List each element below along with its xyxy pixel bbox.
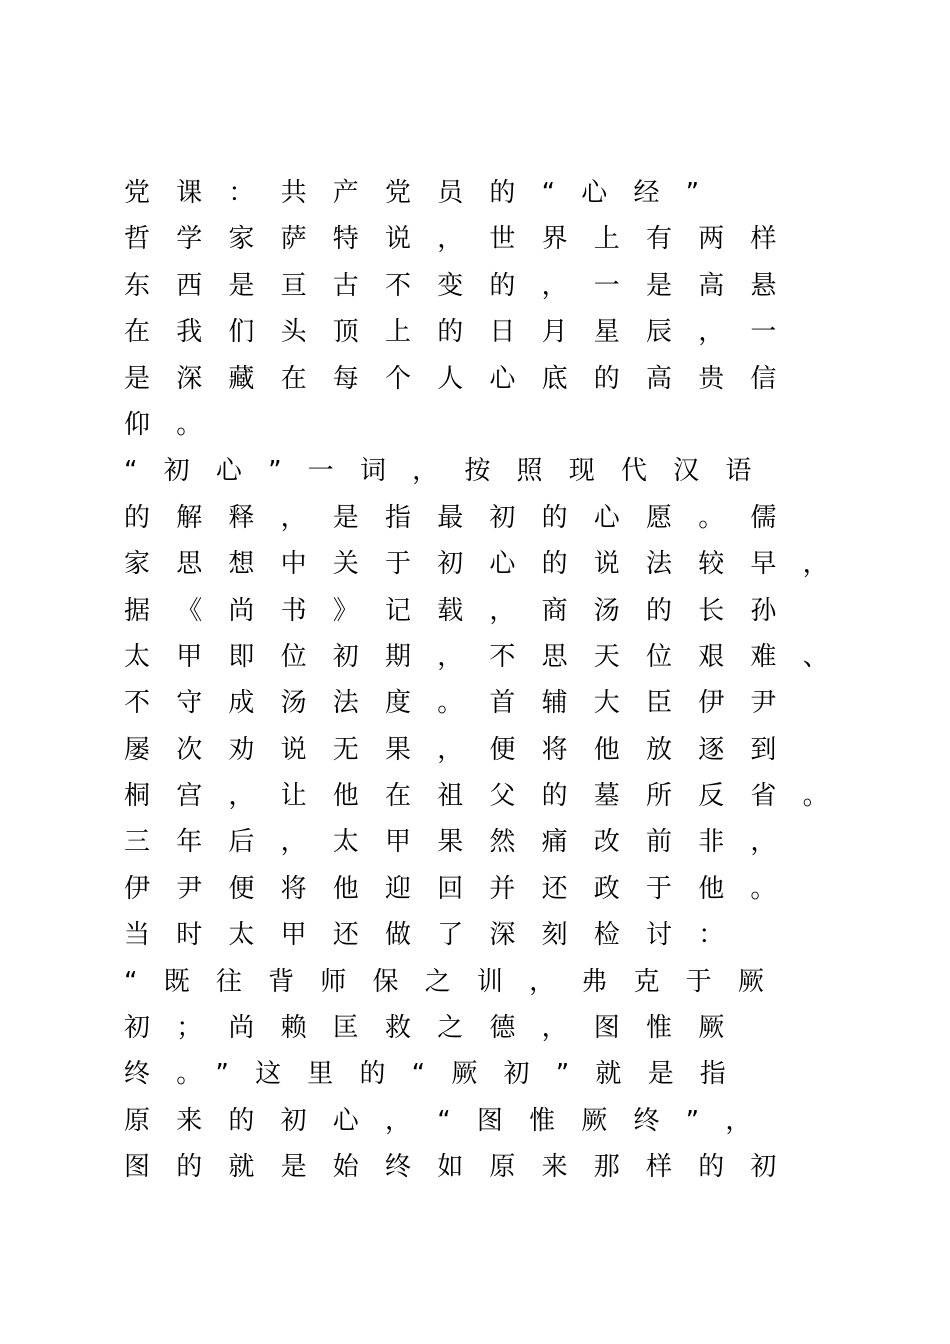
text-line: 仰。: [124, 409, 229, 440]
text-line: 的解释，是指最初的心愿。儒: [124, 502, 803, 533]
text-line: 在我们头顶上的日月星辰，一: [124, 317, 803, 348]
text-line: 哲学家萨特说，世界上有两样: [124, 224, 803, 255]
text-line: 是深藏在每个人心底的高贵信: [124, 363, 803, 394]
text-line: 当时太甲还做了深刻检讨：: [124, 920, 751, 951]
text-line: “初心”一词，按照现代汉语: [124, 456, 778, 487]
text-line: “既往背师保之训，弗克于厥: [124, 966, 791, 997]
text-line: 图的就是始终如原来那样的初: [124, 1152, 803, 1183]
text-line: 不守成汤法度。首辅大臣伊尹: [124, 688, 803, 719]
text-line: 据《尚书》记载，商汤的长孙: [124, 595, 803, 626]
text-line: 家思想中关于初心的说法较早，: [124, 549, 855, 580]
document-body: [124, 170, 855, 1191]
document-title: 党课：共产党员的“心经”: [124, 178, 726, 208]
text-line: 终。”这里的“厥初”就是指: [124, 1059, 753, 1090]
text-line: 伊尹便将他迎回并还政于他。: [124, 873, 803, 904]
text-line: 屡次劝说无果，便将他放逐到: [124, 734, 803, 765]
text-line: 原来的初心，“图惟厥终”，: [124, 1105, 778, 1136]
text-line: 三年后，太甲果然痛改前非，: [124, 827, 803, 858]
text-line: 东西是亘古不变的，一是高悬: [124, 270, 803, 301]
text-line: 太甲即位初期，不思天位艰难、: [124, 641, 855, 672]
text-line: 桐宫，让他在祖父的墓所反省。: [124, 781, 855, 812]
text-line: 初；尚赖匡救之德，图惟厥: [124, 1013, 751, 1044]
